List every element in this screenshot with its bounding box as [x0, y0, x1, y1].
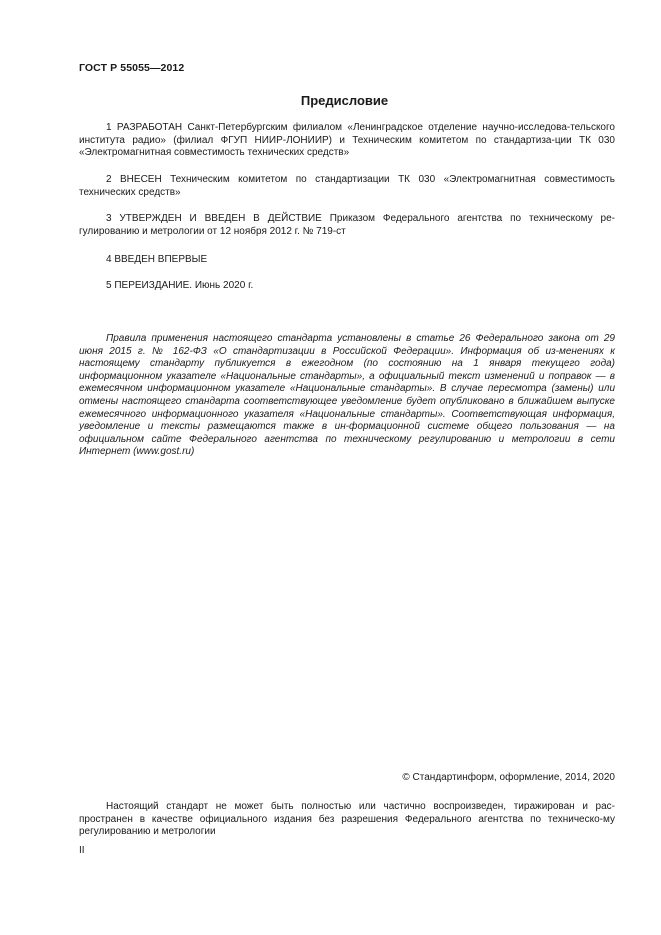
preface-item-4: 4 ВВЕДЕН ВПЕРВЫЕ	[106, 254, 208, 265]
document-code: ГОСТ Р 55055—2012	[79, 62, 185, 74]
preface-title: Предисловие	[300, 93, 389, 108]
application-rules-notice: Правила применения настоящего стандарта установлены в статье 26 Федерального закона от 29 июня 2015 г. № 162-ФЗ «О стандартизации в Российской Федерации». Информация об из-менениях к настоящему стандарту публикуется в ежегодном (по состоянию на 1 января текущего года) информационном указателе «Национальные стандарты», а официальный текст изменений и поправок — в ежемесячном информационном указателе «Национальные стандарты». В случае пересмотра (замены) или отмены настоящего стандарта соответствующее уведомление будет опубликовано в ближайшем выпуске ежемесячного информационного указателя «Национальные стандарты». Соответствующая информация, уведомление и тексты размещаются также в ин-формационной системе общего пользования — на официальном сайте Федерального агентства по техническому регулированию и метрологии в сети Интернет (www.gost.ru)	[79, 333, 615, 458]
reproduction-restriction: Настоящий стандарт не может быть полностью или частично воспроизведен, тиражирован и рас-пространен в качестве официального издания без разрешения Федерального агентства по техническо-му регулированию и метрологии	[79, 801, 615, 838]
copyright-notice: © Стандартинформ, оформление, 2014, 2020	[402, 772, 615, 783]
preface-item-3: 3 УТВЕРЖДЕН И ВВЕДЕН В ДЕЙСТВИЕ Приказом Федерального агентства по техническому ре-гулированию и метрологии от 12 ноября 2012 г. № 719-ст	[79, 213, 615, 237]
preface-item-1: 1 РАЗРАБОТАН Санкт-Петербургским филиалом «Ленинградское отделение научно-исследова-тельского института радио» (филиал ФГУП НИИР-ЛОНИИР) и Техническим комитетом по стандартиза-ции ТК 030 «Электромагнитная совместимость технических средств»	[79, 122, 615, 159]
preface-item-5: 5 ПЕРЕИЗДАНИЕ. Июнь 2020 г.	[106, 280, 254, 291]
page-number: II	[79, 845, 85, 856]
preface-item-2: 2 ВНЕСЕН Техническим комитетом по стандартизации ТК 030 «Электромагнитная совместимость технических средств»	[79, 174, 615, 198]
